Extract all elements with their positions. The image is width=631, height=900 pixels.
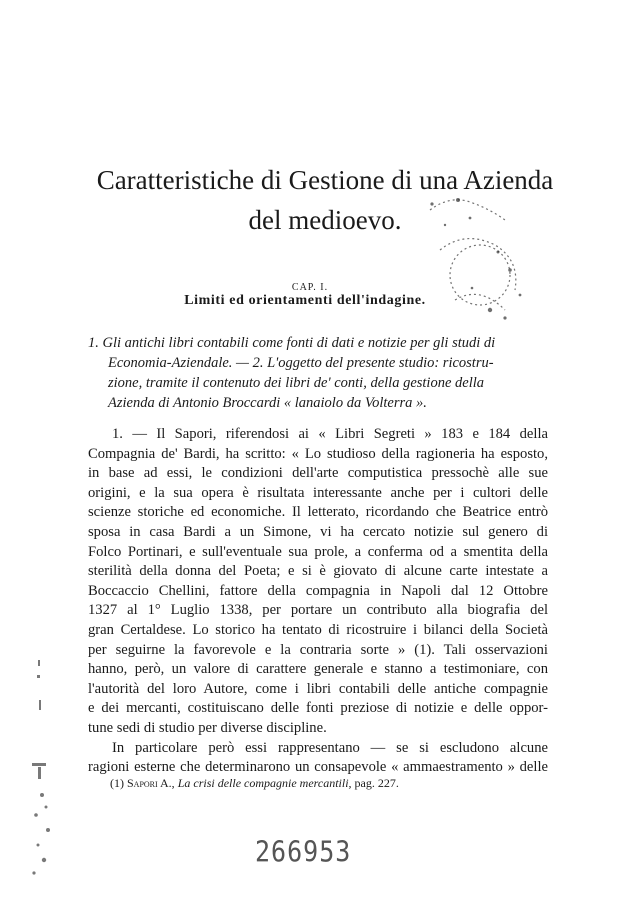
chapter-summary <box>88 333 546 413</box>
body-line: per seguirne la favorevole e la contraria sorte » (1). Tali osservazioni <box>88 641 548 658</box>
body-line: 1327 al 1° Luglio 1338, per portare un contributo alla biografia del <box>88 602 548 619</box>
footnote <box>110 776 530 791</box>
body-line: 1. — Il Sapori, riferendosi ai « Libri Segreti » 183 e 184 della <box>112 426 548 442</box>
summary-line: Azienda di Antonio Broccardi « lanaiolo da Volterra ». <box>108 395 427 411</box>
inventory-number: 266953 <box>255 834 352 869</box>
body-line: origini, e la sua opera è risultata interessante anche per i cultori delle <box>88 484 548 501</box>
body-text <box>88 425 548 778</box>
footnote-work: La crisi delle compagnie mercantili, <box>177 776 352 790</box>
body-line: sterilità della donna del Poeta; e si è giovato di alcune carte intestate a <box>88 563 548 580</box>
body-line: in base ad essi, le condizioni dell'arte computistica pressochè alle sue <box>88 465 548 482</box>
body-line: l'autorità del loro Autore, come i libri contabili delle antiche compagnie <box>88 680 548 697</box>
footnote-author: Sapori A., <box>127 776 175 790</box>
body-line: hanno, però, un valore di carattere generale e stanno a testimoniare, con <box>88 661 548 678</box>
body-line: sposa in casa Bardi a un Simone, vi ha cercato notizie sul genero di <box>88 523 548 540</box>
title-line-2: del medioevo. <box>248 205 402 235</box>
summary-line: 1. Gli antichi libri contabili come fonti di dati e notizie per gli studi di <box>88 335 496 351</box>
body-line: In particolare però essi rappresentano — se si escludono alcune <box>112 739 548 756</box>
footnote-number: (1) <box>110 776 124 790</box>
body-line: tune sedi di studio per diverse discipline. <box>88 719 327 736</box>
chapter-heading: Limiti ed orientamenti dell'indagine. <box>184 293 426 308</box>
title-line-1: Caratteristiche di Gestione di una Azienda <box>96 165 554 195</box>
chapter-label: CAP. I. <box>291 282 329 293</box>
body-line: e dei mercanti, costituiscano delle fonti preziose di notizie e delle oppor- <box>88 700 548 717</box>
summary-line: zione, tramite il contenuto dei libri de' conti, della gestione della <box>108 375 485 391</box>
body-line: gran Certaldese. Lo storico ha tentato di ricostruire i bilanci della Società <box>88 621 548 638</box>
footnote-page: pag. 227. <box>354 776 399 790</box>
summary-line: Economia-Aziendale. — 2. L'oggetto del presente studio: ricostru- <box>108 355 494 371</box>
body-line: Boccaccio Chellini, fattore della compagnia in Napoli dal 12 Ottobre <box>88 582 548 599</box>
library-stamp <box>410 190 540 340</box>
margin-ink-marks <box>20 655 60 885</box>
body-line: scienze storiche ed economiche. Il letterato, ricordando che Beatrice entrò <box>88 504 548 521</box>
body-line: Compagnia de' Bardi, ha scritto: « Lo studioso della ragioneria ha esposto, <box>88 445 548 462</box>
body-line: Folco Portinari, e sull'eventuale sua prole, a conferma od a smentita della <box>88 543 548 560</box>
body-line: ragioni esterne che determinarono un consapevole « ammaestramento » delle <box>88 759 548 776</box>
